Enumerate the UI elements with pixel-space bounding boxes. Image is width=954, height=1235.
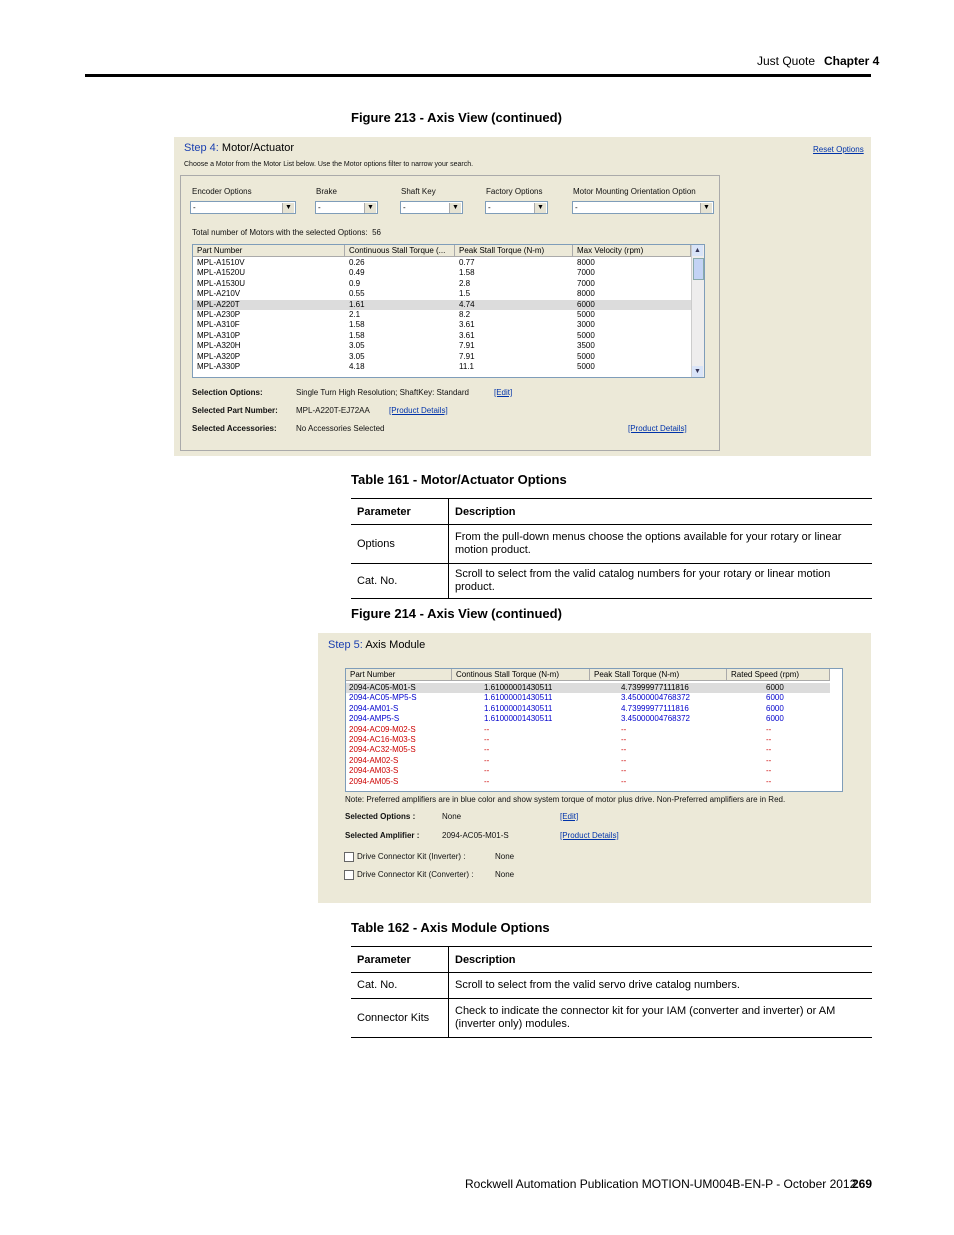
selection-options-label: Selection Options:: [192, 388, 263, 397]
col-peak-stall[interactable]: Peak Stall Torque (N-m): [590, 669, 727, 681]
selected-accessories-value: No Accessories Selected: [296, 424, 385, 433]
list-cell: 3000: [577, 320, 595, 330]
list-cell: 3.05: [349, 351, 365, 361]
table-161-title: Table 161 - Motor/Actuator Options: [351, 472, 567, 487]
col-part-number[interactable]: Part Number: [193, 245, 345, 257]
list-cell: 4.18: [349, 362, 365, 371]
table-161-row-options-desc: From the pull-down menus choose the options available for your rotary or linear motion product.: [449, 525, 873, 564]
list-cell: 7000: [577, 268, 595, 278]
axis-module-list[interactable]: [345, 668, 843, 792]
list-cell: 7000: [577, 278, 595, 288]
list-item[interactable]: [193, 279, 691, 289]
list-cell: MPL-A230P: [197, 310, 241, 319]
table-row[interactable]: [346, 704, 830, 714]
table-cell: 2094-AC16-M03-S: [349, 735, 416, 744]
col-rated-speed[interactable]: Rated Speed (rpm): [727, 669, 830, 681]
encoder-options-dropdown[interactable]: - ▼: [190, 201, 296, 214]
list-cell: 7.91: [459, 351, 475, 361]
col-peak-stall[interactable]: Peak Stall Torque (N-m): [455, 245, 573, 257]
table-161-header-parameter: Parameter: [351, 499, 449, 525]
edit-options-link[interactable]: [Edit]: [494, 388, 513, 397]
table-cell: 1.61000001430511: [484, 703, 553, 713]
list-item-partial: [193, 374, 691, 378]
selected-amplifier-label: Selected Amplifier :: [345, 831, 420, 840]
table-cell: --: [766, 724, 772, 734]
table-162-title: Table 162 - Axis Module Options: [351, 920, 550, 935]
motor-list[interactable]: [192, 244, 705, 378]
table-cell: --: [766, 735, 772, 744]
drive-connector-kit-converter-label: Drive Connector Kit (Converter) :: [357, 870, 474, 879]
list-cell: 5000: [577, 351, 595, 361]
factory-options-dropdown[interactable]: - ▼: [485, 201, 548, 214]
table-cell: 3.45000004768372: [621, 693, 690, 703]
table-cell: 4.73999977111816: [621, 703, 689, 713]
instruction-text: Choose a Motor from the Motor List below. Use the Motor options filter to narrow your search.: [184, 161, 474, 168]
list-cell: MPL-A310P: [197, 330, 241, 340]
table-cell: --: [621, 766, 627, 776]
accessory-details-link[interactable]: [Product Details]: [628, 424, 687, 433]
table-row[interactable]: [346, 745, 830, 755]
list-cell: MPL-A330P: [197, 362, 241, 371]
shaft-key-dropdown[interactable]: - ▼: [400, 201, 463, 214]
filter-label-encoder: Encoder Options: [192, 187, 252, 196]
table-row[interactable]: [346, 766, 830, 776]
list-cell: MPL-A1530U: [197, 278, 246, 288]
list-cell: 1.58: [349, 320, 365, 330]
list-cell: 1.61: [349, 299, 365, 309]
list-cell: 3.61: [459, 320, 475, 330]
table-cell: --: [621, 735, 627, 744]
col-part-number[interactable]: Part Number: [346, 669, 452, 681]
selected-options-label: Selected Options :: [345, 812, 416, 821]
list-cell: 3500: [577, 341, 595, 351]
table-row[interactable]: [346, 777, 830, 787]
table-cell: --: [766, 776, 772, 786]
table-cell: --: [621, 745, 627, 755]
list-cell: 7.91: [459, 341, 475, 351]
list-cell: 4.74: [459, 299, 475, 309]
list-cell: 0.26: [349, 258, 365, 267]
list-cell: 8.2: [459, 310, 471, 319]
list-cell: 8000: [577, 258, 595, 267]
list-item[interactable]: [193, 268, 691, 278]
mounting-orientation-dropdown[interactable]: - ▼: [572, 201, 714, 214]
table-161-header-description: Description: [449, 499, 873, 525]
list-cell: 8000: [577, 289, 595, 299]
table-162-header-parameter: Parameter: [351, 947, 449, 973]
col-max-velocity[interactable]: Max Velocity (rpm): [573, 245, 691, 257]
filter-label-brake: Brake: [316, 187, 337, 196]
table-cell: --: [484, 755, 490, 765]
list-cell: 5000: [577, 310, 595, 319]
footer-page-number: 269: [852, 1177, 873, 1191]
header-rule: [85, 74, 871, 77]
table-162: [351, 946, 872, 1038]
list-cell: MPL-A220T: [197, 299, 240, 309]
list-item[interactable]: [193, 341, 691, 351]
selected-part-value: MPL-A220T-EJ72AA: [296, 406, 370, 415]
table-161: [351, 498, 872, 599]
filter-label-factory: Factory Options: [486, 187, 543, 196]
list-item[interactable]: [193, 362, 691, 372]
table-row[interactable]: [346, 714, 830, 724]
table-cell: 2094-AC09-M02-S: [349, 724, 416, 734]
table-162-row-catno-param: Cat. No.: [351, 973, 449, 999]
brake-dropdown[interactable]: - ▼: [315, 201, 378, 214]
col-continuous-stall[interactable]: Continous Stall Torque (N-m): [452, 669, 590, 681]
list-cell: 6000: [577, 299, 595, 309]
list-cell: 0.9: [349, 278, 361, 288]
scroll-thumb[interactable]: [693, 258, 704, 280]
list-cell: 5000: [577, 362, 595, 371]
scroll-up-icon[interactable]: ▲: [692, 245, 703, 256]
table-row[interactable]: [346, 735, 830, 745]
header-chapter: Chapter 4: [824, 54, 880, 68]
table-cell: 1.61000001430511: [484, 683, 553, 692]
edit-options-link[interactable]: [Edit]: [560, 812, 579, 821]
list-item[interactable]: [193, 300, 691, 310]
list-cell: 3.05: [349, 341, 365, 351]
list-item[interactable]: [193, 352, 691, 362]
list-cell: 0.55: [349, 289, 365, 299]
list-item[interactable]: [193, 310, 691, 320]
list-item[interactable]: [193, 331, 691, 341]
selected-accessories-label: Selected Accessories:: [192, 424, 277, 433]
table-cell: --: [484, 766, 490, 776]
drive-connector-kit-converter-value: None: [495, 870, 515, 879]
filter-label-shaft-key: Shaft Key: [401, 187, 436, 196]
list-item[interactable]: [193, 289, 691, 299]
list-cell: 0.49: [349, 268, 365, 278]
table-161-row-catno-desc: Scroll to select from the valid catalog numbers for your rotary or linear motion product.: [449, 564, 873, 599]
reset-options-link[interactable]: Reset Options: [813, 145, 864, 154]
chevron-down-icon: ▼: [364, 203, 376, 213]
filter-label-mounting: Motor Mounting Orientation Option: [573, 187, 696, 196]
table-cell: 6000: [766, 683, 784, 692]
table-cell: --: [766, 745, 772, 755]
table-cell: 2094-AM01-S: [349, 703, 399, 713]
table-cell: --: [484, 745, 490, 755]
scroll-down-icon[interactable]: ▼: [692, 366, 703, 377]
table-cell: 6000: [766, 693, 784, 703]
table-row[interactable]: [346, 725, 830, 735]
table-162-row-catno-desc: Scroll to select from the valid servo drive catalog numbers.: [449, 973, 873, 999]
table-cell: --: [484, 724, 490, 734]
drive-connector-kit-converter-checkbox[interactable]: [344, 870, 354, 880]
table-cell: --: [621, 724, 627, 734]
table-161-row-catno-param: Cat. No.: [351, 564, 449, 599]
table-row[interactable]: [346, 683, 830, 693]
chevron-down-icon: ▼: [449, 203, 461, 213]
list-cell: 5000: [577, 330, 595, 340]
selected-part-label: Selected Part Number:: [192, 406, 278, 415]
list-cell: MPL-A1510V: [197, 258, 245, 267]
table-cell: 2094-AC32-M05-S: [349, 745, 416, 755]
chevron-down-icon: ▼: [534, 203, 546, 213]
table-cell: 2094-AM05-S: [349, 776, 399, 786]
table-cell: 6000: [766, 703, 784, 713]
footer-publication: Rockwell Automation Publication MOTION-UM004B-EN-P - October 2012: [465, 1177, 857, 1191]
list-cell: 1.58: [349, 330, 365, 340]
motor-list-scrollbar[interactable]: [691, 245, 704, 377]
list-cell: 1.5: [459, 289, 471, 299]
table-cell: --: [484, 776, 490, 786]
list-cell: 11.1: [459, 362, 474, 371]
table-row[interactable]: [346, 693, 830, 703]
table-161-row-options-param: Options: [351, 525, 449, 564]
table-cell: --: [766, 766, 772, 776]
table-cell: 2094-AM02-S: [349, 755, 399, 765]
selection-options-value: Single Turn High Resolution; ShaftKey: Standard: [296, 388, 469, 397]
chevron-down-icon: ▼: [700, 203, 712, 213]
preferred-note: Note: Preferred amplifiers are in blue color and show system torque of motor plus drive. Non-Preferred amplifiers are in Red.: [345, 795, 786, 804]
table-cell: 2094-AC05-MP5-S: [349, 693, 417, 703]
list-cell: 3.61: [459, 330, 475, 340]
list-cell: 1.58: [459, 268, 475, 278]
list-cell: 2.8: [459, 278, 471, 288]
table-162-row-kits-param: Connector Kits: [351, 999, 449, 1038]
table-162-header-description: Description: [449, 947, 873, 973]
table-cell: --: [621, 755, 627, 765]
table-cell: 1.61000001430511: [484, 693, 553, 703]
table-cell: --: [621, 776, 627, 786]
drive-connector-kit-inverter-label: Drive Connector Kit (Inverter) :: [357, 852, 466, 861]
motor-actuator-panel: [174, 137, 871, 456]
product-details-link[interactable]: [Product Details]: [389, 406, 448, 415]
table-cell: 3.45000004768372: [621, 714, 690, 724]
list-cell: MPL-A1520U: [197, 268, 246, 278]
list-cell: MPL-A320P: [197, 351, 241, 361]
list-cell: 0.77: [459, 258, 475, 267]
table-cell: 6000: [766, 714, 784, 724]
drive-connector-kit-inverter-value: None: [495, 852, 515, 861]
table-cell: 2094-AM03-S: [349, 766, 399, 776]
table-cell: --: [484, 735, 490, 744]
table-row[interactable]: [346, 756, 830, 766]
product-details-link[interactable]: [Product Details]: [560, 831, 619, 840]
figure-213-title: Figure 213 - Axis View (continued): [351, 110, 562, 125]
list-item[interactable]: [193, 320, 691, 330]
total-motors-text: Total number of Motors with the selected Options: 56: [192, 228, 381, 237]
header-section: Just Quote: [757, 54, 816, 68]
chevron-down-icon: ▼: [282, 203, 294, 213]
table-cell: 2094-AMP5-S: [349, 714, 400, 724]
table-cell: 2094-AC05-M01-S: [349, 683, 416, 692]
figure-214-title: Figure 214 - Axis View (continued): [351, 606, 562, 621]
axis-module-panel: [318, 633, 871, 903]
list-cell: MPL-A310F: [197, 320, 240, 330]
table-162-row-kits-desc: Check to indicate the connector kit for your IAM (converter and inverter) or AM (inverter only) modules.: [449, 999, 873, 1038]
selected-amplifier-value: 2094-AC05-M01-S: [442, 831, 509, 840]
table-cell: 1.61000001430511: [484, 714, 553, 724]
list-cell: MPL-A320H: [197, 341, 241, 351]
col-continuous-stall[interactable]: Continuous Stall Torque (...: [345, 245, 455, 257]
drive-connector-kit-inverter-checkbox[interactable]: [344, 852, 354, 862]
list-cell: 2.1: [349, 310, 361, 319]
list-item[interactable]: [193, 258, 691, 268]
selected-options-value: None: [442, 812, 462, 821]
step-4-heading: Step 4: Motor/Actuator: [184, 142, 295, 154]
table-cell: 4.73999977111816: [621, 683, 689, 692]
step-5-heading: Step 5: Axis Module: [328, 639, 426, 651]
list-cell: MPL-A210V: [197, 289, 241, 299]
table-cell: --: [766, 755, 772, 765]
